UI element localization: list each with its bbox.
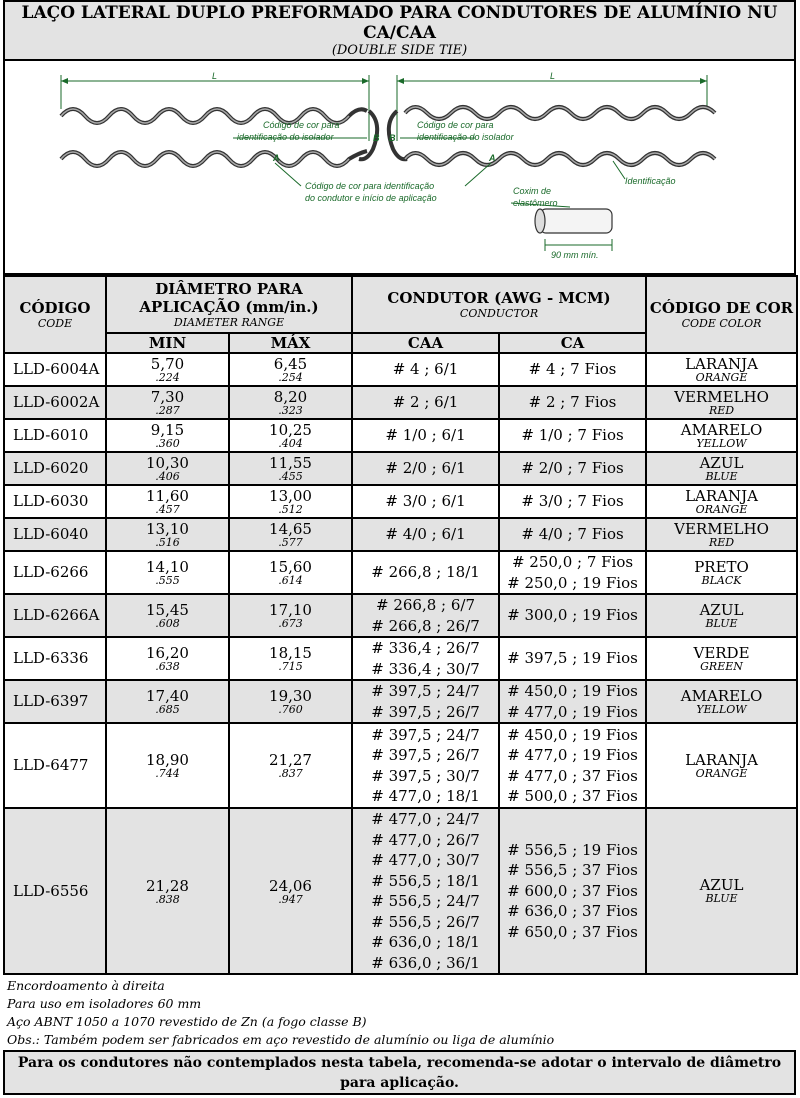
notes (3, 977, 796, 1049)
page-title: LAÇO LATERAL DUPLO PREFORMADO PARA CONDUTORES DE ALUMÍNIO NU (21, 3, 778, 23)
caa-conductor: # 3/0 ; 6/1 (385, 492, 466, 511)
specifications-table (3, 275, 798, 975)
max-inch: .577 (278, 536, 303, 549)
caa-conductor: # 336,4 ; 26/7 (371, 639, 480, 657)
color-name-en: RED (708, 403, 735, 417)
note: Aço ABNT 1050 a 1070 revestido de Zn (a fogo classe B) (7, 1014, 367, 1029)
color-name: VERDE (693, 643, 750, 662)
ca-conductor: # 477,0 ; 19 Fios (507, 746, 638, 764)
min-mm: 18,90 (146, 751, 189, 769)
ca-conductor: # 2 ; 7 Fios (528, 393, 617, 412)
length-label-left: L (212, 71, 218, 81)
min-length-label: 90 mm mín. (551, 250, 599, 260)
caa-conductor: # 266,8 ; 26/7 (371, 616, 480, 635)
caa-conductor: # 397,5 ; 26/7 (371, 746, 480, 764)
ca-conductor: # 300,0 ; 19 Fios (507, 606, 638, 625)
max-cell (229, 551, 352, 594)
ca-cell (499, 452, 646, 485)
header-code: CÓDIGO CODE (4, 276, 106, 353)
min-cell (106, 452, 229, 485)
point-b-right: B (389, 133, 396, 143)
max-inch: .323 (278, 404, 303, 417)
color-name: VERMELHO (674, 519, 769, 538)
caa-conductor: # 2 ; 6/1 (392, 393, 459, 412)
caa-conductor: # 266,8 ; 18/1 (371, 563, 480, 582)
table-row (4, 485, 797, 518)
min-cell (106, 594, 229, 637)
caa-cell (352, 386, 499, 419)
header-color: CÓDIGO DE COR CODE COLOR (646, 276, 797, 353)
table-row (4, 808, 797, 974)
double-side-tie-drawing (5, 61, 794, 273)
header-min: MIN (106, 333, 229, 353)
cushion-label-1: Coxim de (513, 186, 552, 196)
max-cell (229, 808, 352, 974)
min-cell (106, 637, 229, 680)
length-label-right: L (550, 71, 556, 81)
min-cell (106, 386, 229, 419)
table-row (4, 594, 797, 637)
min-inch: .516 (155, 536, 180, 549)
color-cell (646, 353, 797, 386)
min-mm: 21,28 (146, 876, 189, 895)
max-cell (229, 353, 352, 386)
ca-cell (499, 637, 646, 680)
max-mm: 11,55 (269, 454, 312, 472)
table-row (4, 518, 797, 551)
min-inch: .224 (155, 371, 180, 384)
ca-conductor: # 4 ; 7 Fios (528, 360, 617, 379)
code-cell: LLD-6020 (4, 452, 106, 485)
min-inch: .457 (155, 503, 180, 516)
header-diameter: DIÂMETRO PARA APLICAÇÃO (mm/in.) DIAMETER RANGE (106, 276, 352, 333)
caa-conductor: # 477,0 ; 24/7 (371, 810, 480, 828)
max-inch: .760 (278, 703, 303, 716)
min-inch: .406 (155, 470, 180, 483)
color-name: VERMELHO (674, 387, 769, 406)
color-cell (646, 594, 797, 637)
min-mm: 14,10 (146, 558, 189, 576)
max-cell (229, 723, 352, 808)
max-inch: .254 (278, 371, 303, 384)
caa-cell (352, 518, 499, 551)
max-mm: 19,30 (269, 687, 312, 705)
note: Obs.: Também podem ser fabricados em aço revestido de alumínio ou liga de alumínio (7, 1032, 555, 1047)
caa-cell (352, 680, 499, 723)
insulator-code-left-2: identificação do isolador (237, 132, 334, 142)
conductor-code-1: Código de cor para identificação (305, 181, 435, 191)
ca-conductor: # 650,0 ; 37 Fios (507, 922, 638, 941)
min-mm: 15,45 (146, 601, 189, 619)
ca-conductor: # 636,0 ; 37 Fios (507, 902, 638, 921)
color-name-en: BLUE (705, 892, 738, 905)
ca-conductor: # 3/0 ; 7 Fios (521, 492, 624, 511)
ca-cell (499, 680, 646, 723)
caa-cell (352, 452, 499, 485)
color-cell (646, 551, 797, 594)
max-inch: .512 (278, 503, 303, 516)
caa-conductor: # 477,0 ; 26/7 (371, 830, 480, 849)
max-inch: .614 (278, 574, 303, 587)
max-cell (229, 452, 352, 485)
ca-conductor: # 477,0 ; 19 Fios (507, 702, 638, 721)
color-cell (646, 386, 797, 419)
code-cell: LLD-6030 (4, 485, 106, 518)
color-name: AZUL (699, 876, 744, 894)
table-row (4, 452, 797, 485)
max-mm: 15,60 (269, 558, 312, 576)
color-cell (646, 419, 797, 452)
color-cell (646, 485, 797, 518)
color-name: LARANJA (685, 486, 758, 505)
min-inch: .287 (155, 404, 180, 417)
note: Para uso em isoladores 60 mm (7, 996, 202, 1011)
color-cell (646, 808, 797, 974)
ca-conductor: # 1/0 ; 7 Fios (521, 426, 624, 445)
point-b-left: B (373, 133, 380, 143)
max-mm: 14,65 (269, 520, 312, 538)
caa-cell (352, 723, 499, 808)
ca-conductor: # 500,0 ; 37 Fios (507, 787, 638, 805)
caa-conductor: # 1/0 ; 6/1 (385, 426, 466, 445)
ca-conductor: # 600,0 ; 37 Fios (507, 881, 638, 900)
caa-cell (352, 594, 499, 637)
max-inch: .947 (278, 892, 303, 906)
max-mm: 17,10 (269, 601, 312, 619)
ca-cell (499, 723, 646, 808)
header-ca: CA (499, 333, 646, 353)
ca-conductor: # 2/0 ; 7 Fios (521, 459, 624, 478)
caa-cell (352, 485, 499, 518)
max-mm: 21,27 (269, 751, 312, 769)
color-name-en: YELLOW (696, 702, 747, 716)
max-mm: 24,06 (269, 876, 312, 895)
color-name-en: ORANGE (695, 502, 748, 516)
min-mm: 11,60 (146, 487, 189, 505)
color-name: LARANJA (685, 750, 758, 769)
caa-conductor: # 397,5 ; 26/7 (371, 702, 480, 721)
caa-conductor: # 266,8 ; 6/7 (376, 596, 476, 614)
min-cell (106, 353, 229, 386)
table-row (4, 680, 797, 723)
header-max: MÁX (229, 333, 352, 353)
color-name-en: BLUE (705, 469, 738, 483)
conductor-code-2: do condutor e início de aplicação (305, 193, 437, 203)
color-cell (646, 723, 797, 808)
min-mm: 9,15 (150, 421, 185, 439)
min-inch: .555 (155, 574, 180, 587)
document (3, 0, 796, 1049)
min-inch: .608 (155, 617, 180, 630)
min-inch: .360 (155, 437, 180, 450)
code-cell: LLD-6004A (4, 353, 106, 386)
color-name-en: BLACK (701, 573, 742, 587)
table-row (4, 551, 797, 594)
ca-conductor: # 477,0 ; 37 Fios (507, 766, 638, 785)
max-mm: 8,20 (273, 388, 308, 406)
caa-conductor: # 397,5 ; 24/7 (371, 682, 480, 700)
max-inch: .837 (278, 767, 303, 780)
max-cell (229, 518, 352, 551)
code-cell: LLD-6266A (4, 594, 106, 637)
code-cell: LLD-6002A (4, 386, 106, 419)
page-title-line2: CA/CAA (363, 23, 436, 43)
color-name: AMARELO (680, 420, 763, 439)
caa-cell (352, 637, 499, 680)
product-drawing (3, 61, 796, 275)
caa-conductor: # 477,0 ; 18/1 (371, 787, 480, 805)
code-cell: LLD-6397 (4, 680, 106, 723)
ca-cell (499, 808, 646, 974)
ca-conductor: # 250,0 ; 19 Fios (507, 573, 638, 592)
ca-conductor: # 556,5 ; 19 Fios (507, 840, 638, 859)
min-mm: 5,70 (150, 355, 185, 373)
max-inch: .715 (278, 660, 303, 673)
note: Encordoamento à direita (7, 978, 165, 993)
table-row (4, 637, 797, 680)
title-box (3, 0, 796, 61)
footer-note: Para os condutores não contemplados nesta tabela, recomenda-se adotar o intervalo de diâmetro para aplicação. (3, 1050, 796, 1095)
color-name: PRETO (694, 557, 749, 576)
color-name-en: BLUE (705, 616, 738, 630)
header-caa: CAA (352, 333, 499, 353)
min-inch: .744 (155, 767, 180, 780)
max-mm: 13,00 (269, 487, 312, 505)
header-conductor: CONDUTOR (AWG - MCM) CONDUCTOR (352, 276, 646, 333)
page-subtitle: (DOUBLE SIDE TIE) (331, 43, 468, 58)
min-mm: 7,30 (150, 388, 185, 406)
min-mm: 13,10 (146, 520, 189, 538)
ca-cell (499, 386, 646, 419)
color-name-en: YELLOW (696, 436, 747, 450)
max-inch: .673 (278, 617, 303, 630)
caa-cell (352, 808, 499, 974)
max-cell (229, 485, 352, 518)
color-cell (646, 452, 797, 485)
table-row (4, 723, 797, 808)
caa-conductor: # 4/0 ; 6/1 (385, 525, 466, 544)
code-cell: LLD-6556 (4, 808, 106, 974)
ca-conductor: # 4/0 ; 7 Fios (521, 525, 624, 544)
table-body (4, 353, 797, 974)
identification-label: Identificação (625, 176, 676, 186)
min-mm: 10,30 (146, 454, 189, 472)
color-cell (646, 680, 797, 723)
color-cell (646, 637, 797, 680)
max-cell (229, 419, 352, 452)
max-mm: 10,25 (269, 421, 312, 439)
cushion-label-2: elastômero (513, 198, 558, 208)
caa-conductor: # 636,0 ; 18/1 (371, 933, 480, 951)
point-a-left: A (273, 153, 280, 163)
code-cell: LLD-6477 (4, 723, 106, 808)
color-name: AZUL (699, 600, 744, 619)
max-cell (229, 680, 352, 723)
color-name-en: ORANGE (695, 766, 748, 780)
min-mm: 17,40 (146, 687, 189, 705)
max-mm: 6,45 (273, 355, 308, 373)
caa-conductor: # 336,4 ; 30/7 (371, 659, 480, 678)
ca-conductor: # 450,0 ; 19 Fios (507, 682, 638, 700)
ca-cell (499, 594, 646, 637)
min-inch: .838 (155, 892, 180, 906)
min-cell (106, 808, 229, 974)
insulator-code-right-2: identificação do isolador (417, 132, 514, 142)
min-cell (106, 723, 229, 808)
code-cell: LLD-6336 (4, 637, 106, 680)
table-row (4, 353, 797, 386)
insulator-code-right-1: Código de cor para (417, 120, 494, 130)
ca-cell (499, 485, 646, 518)
caa-conductor: # 556,5 ; 18/1 (371, 871, 480, 890)
ca-cell (499, 518, 646, 551)
min-cell (106, 680, 229, 723)
color-name: AMARELO (680, 686, 763, 705)
insulator-code-left-1: Código de cor para (263, 120, 340, 130)
code-cell: LLD-6266 (4, 551, 106, 594)
point-a-right: A (489, 153, 496, 163)
ca-cell (499, 353, 646, 386)
max-inch: .455 (278, 470, 303, 483)
caa-conductor: # 477,0 ; 30/7 (371, 851, 480, 869)
min-inch: .638 (155, 660, 180, 673)
ca-conductor: # 450,0 ; 19 Fios (507, 725, 638, 744)
code-cell: LLD-6010 (4, 419, 106, 452)
code-cell: LLD-6040 (4, 518, 106, 551)
table-row (4, 419, 797, 452)
min-cell (106, 551, 229, 594)
max-cell (229, 637, 352, 680)
caa-conductor: # 397,5 ; 24/7 (371, 725, 480, 744)
caa-conductor: # 397,5 ; 30/7 (371, 766, 480, 785)
caa-conductor: # 2/0 ; 6/1 (385, 459, 466, 478)
min-inch: .685 (155, 703, 180, 716)
ca-conductor: # 397,5 ; 19 Fios (507, 649, 638, 668)
max-inch: .404 (278, 437, 303, 450)
ca-cell (499, 419, 646, 452)
max-mm: 18,15 (269, 644, 312, 662)
caa-conductor: # 636,0 ; 36/1 (371, 953, 480, 972)
caa-cell (352, 551, 499, 594)
max-cell (229, 386, 352, 419)
min-cell (106, 518, 229, 551)
max-cell (229, 594, 352, 637)
min-cell (106, 485, 229, 518)
caa-cell (352, 419, 499, 452)
color-name: LARANJA (685, 354, 758, 373)
min-mm: 16,20 (146, 644, 189, 662)
caa-conductor: # 556,5 ; 26/7 (371, 912, 480, 931)
color-name-en: ORANGE (695, 370, 748, 384)
color-name-en: RED (708, 535, 735, 549)
ca-conductor: # 250,0 ; 7 Fios (511, 553, 634, 571)
min-cell (106, 419, 229, 452)
ca-cell (499, 551, 646, 594)
color-name: AZUL (699, 453, 744, 472)
caa-cell (352, 353, 499, 386)
caa-conductor: # 556,5 ; 24/7 (371, 892, 480, 910)
ca-conductor: # 556,5 ; 37 Fios (507, 861, 638, 880)
color-cell (646, 518, 797, 551)
caa-conductor: # 4 ; 6/1 (392, 360, 459, 379)
table-row (4, 386, 797, 419)
color-name-en: GREEN (700, 659, 743, 673)
